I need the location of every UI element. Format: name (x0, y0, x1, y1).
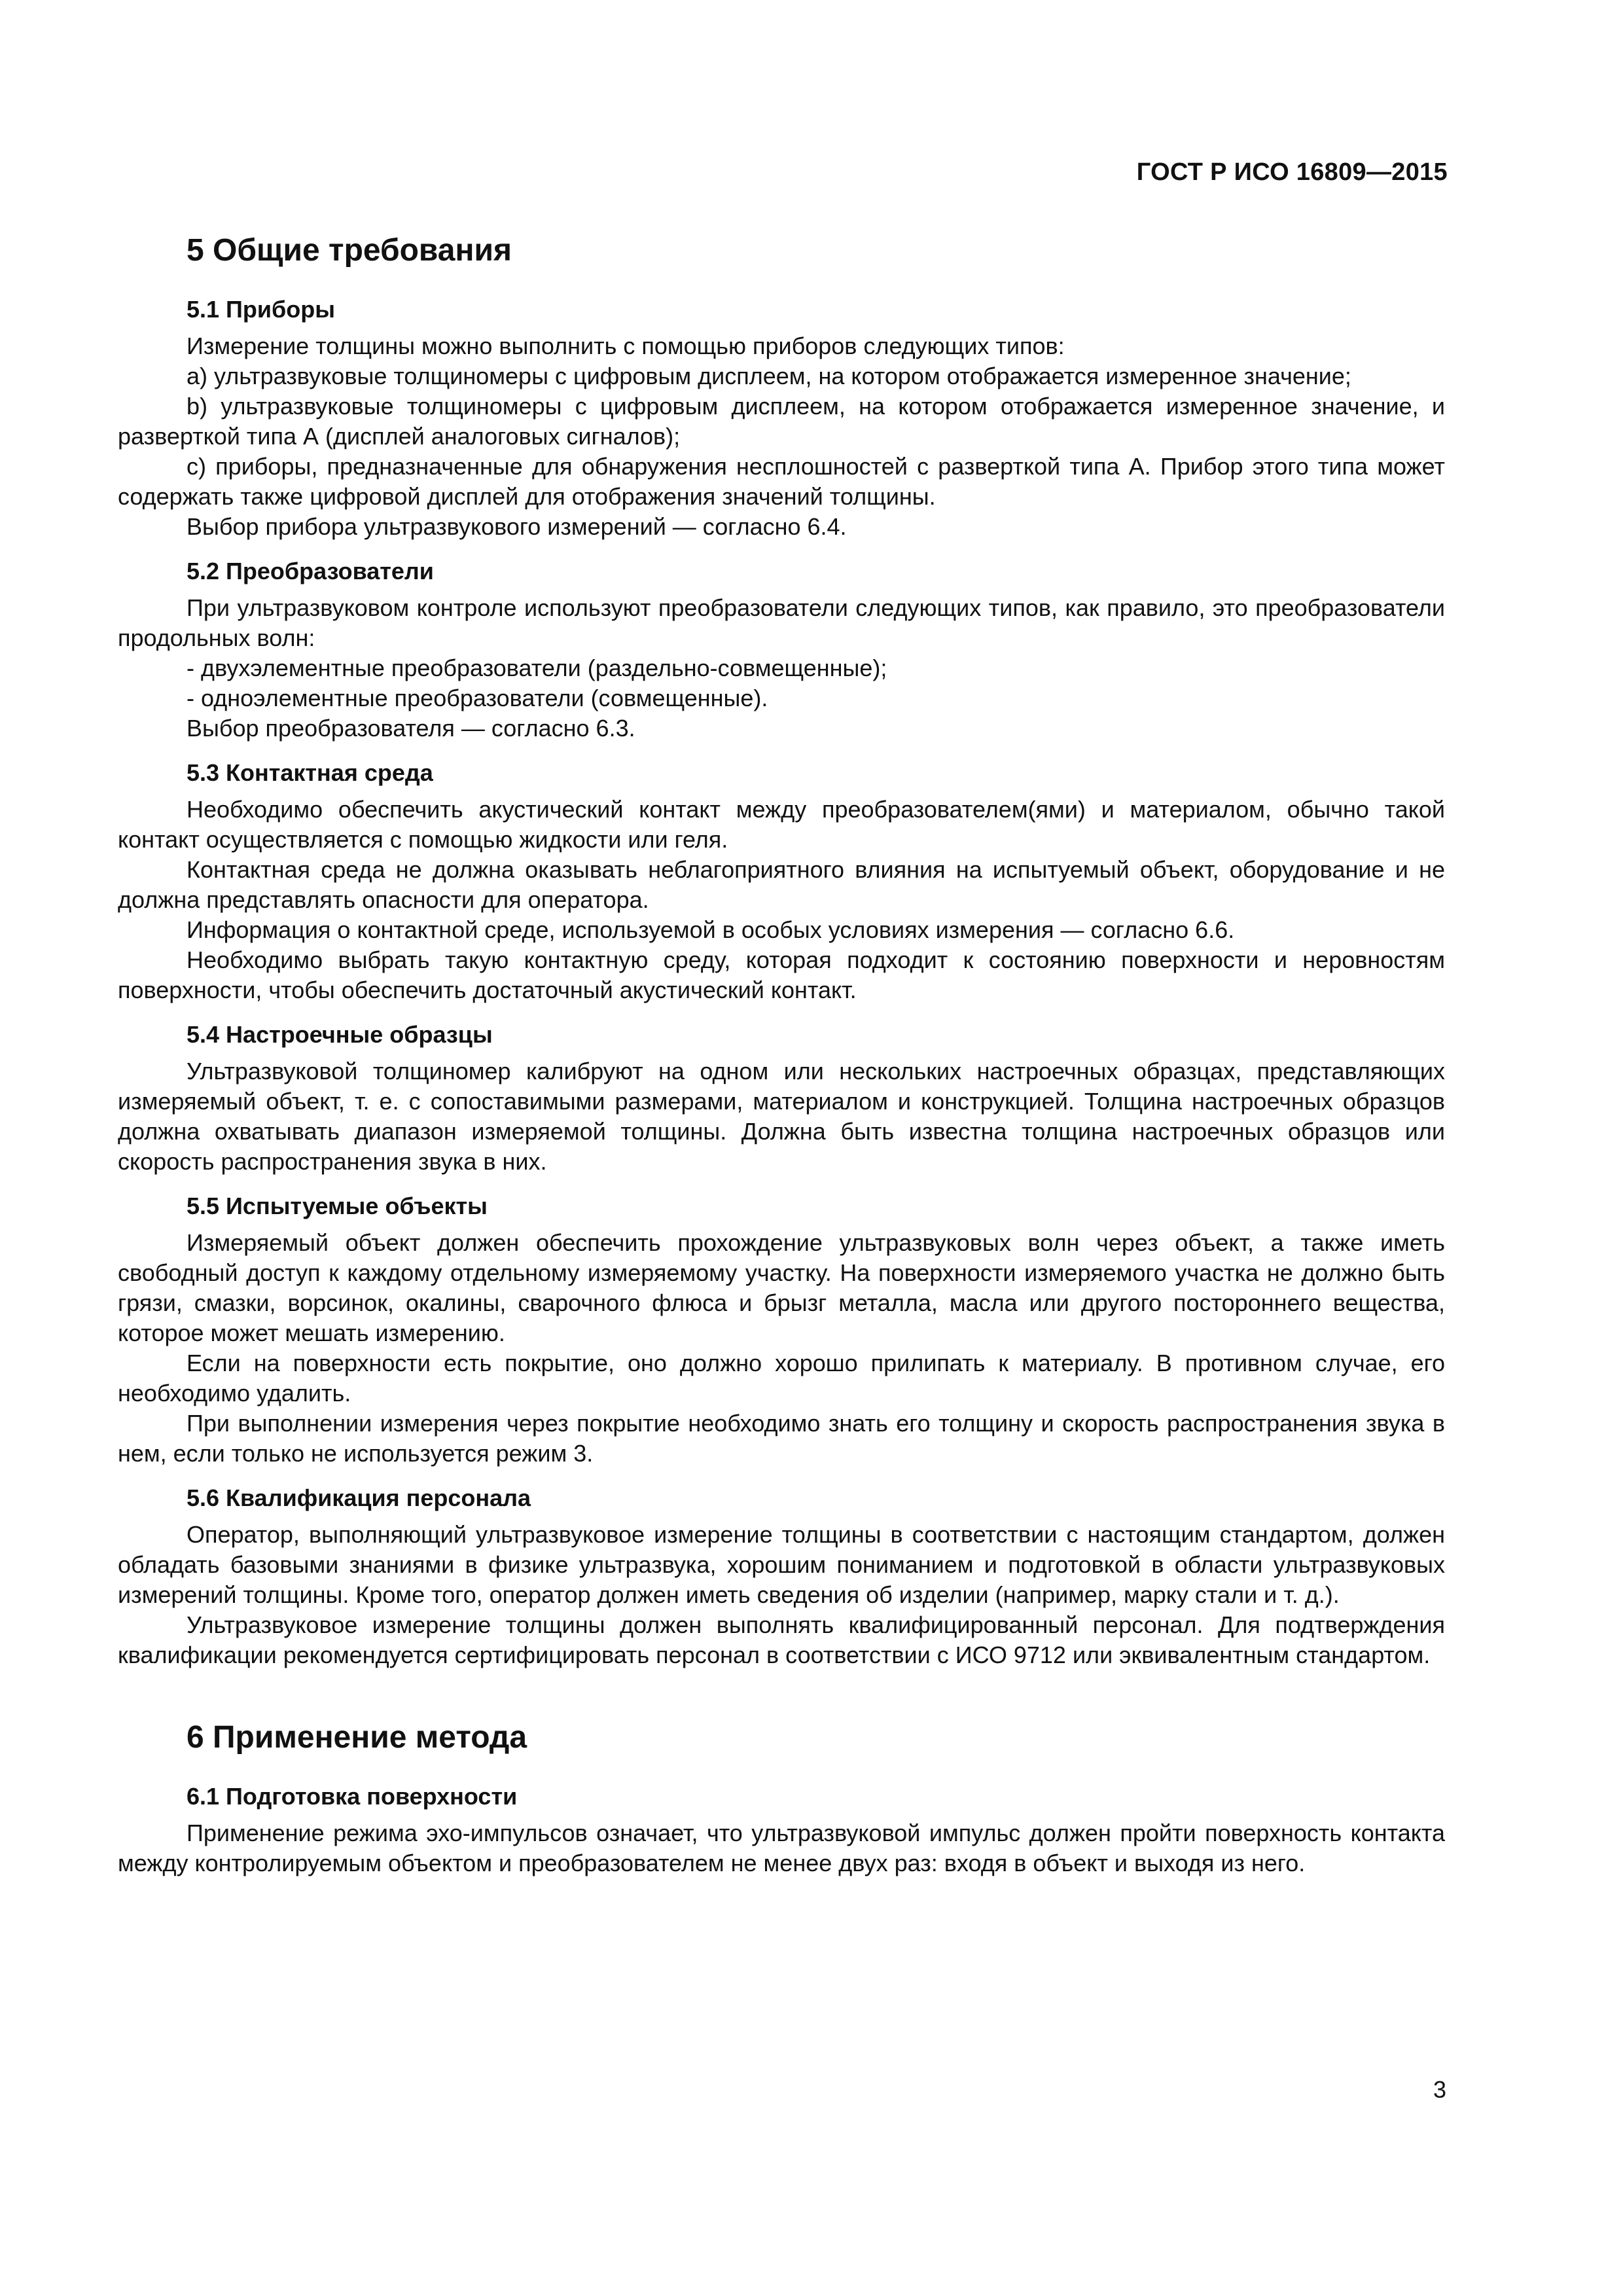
paragraph: с) приборы, предназначенные для обнаружения несплошностей с разверткой типа А. Прибор этого типа может содержать также цифровой дисплей для отображения значений толщины. (118, 453, 1445, 510)
subsection-title: 6.1 Подготовка поверхности (187, 1783, 518, 1810)
subsection-title: 5.2 Преобразователи (187, 558, 434, 584)
paragraph: При выполнении измерения через покрытие необходимо знать его толщину и скорость распространения звука в нем, если только не используется режим 3. (118, 1410, 1445, 1467)
subsection-5-2 (118, 556, 1445, 744)
paragraph: Информация о контактной среде, используемой в особых условиях измерения — согласно 6.6. (187, 916, 1235, 943)
subsection-5-1 (118, 295, 1445, 542)
section-5 (118, 229, 1445, 1670)
paragraph: Ультразвуковое измерение толщины должен выполнять квалифицированный персонал. Для подтверждения квалификации рекомендуется сертифицировать персонал в соответствии с ИСО 9712 или эквивалентным стандартом. (118, 1611, 1445, 1668)
paragraph: Необходимо выбрать такую контактную среду, которая подходит к состоянию поверхности и неровностям поверхности, чтобы обеспечить достаточный акустический контакт. (118, 946, 1445, 1003)
paragraph: Измеряемый объект должен обеспечить прохождение ультразвуковых волн через объект, а также иметь свободный доступ к каждому отдельному измеряемому участку. На поверхности измеряемого участка не должно быть грязи, смазки, ворсинок, окалины, сварочного флюса и брызг металла, масла или другого постороннего вещества, которое может мешать измерению. (118, 1229, 1445, 1346)
paragraph: - одноэлементные преобразователи (совмещенные). (187, 685, 768, 711)
subsection-6-1 (118, 1782, 1445, 1878)
section-6 (118, 1716, 1445, 1878)
document-header: ГОСТ Р ИСО 16809—2015 (1136, 158, 1448, 186)
paragraph: Применение режима эхо-импульсов означает, что ультразвуковой импульс должен пройти поверхность контакта между контролируемым объектом и преобразователем не менее двух раз: входя в объект и выходя из него. (118, 1820, 1445, 1876)
paragraph: Контактная среда не должна оказывать неблагоприятного влияния на испытуемый объект, оборудование и не должна представлять опасности для оператора. (118, 856, 1445, 913)
subsection-5-4 (118, 1020, 1445, 1177)
paragraph: Выбор преобразователя — согласно 6.3. (187, 715, 635, 742)
subsection-5-3 (118, 758, 1445, 1005)
subsection-5-5 (118, 1191, 1445, 1469)
paragraph: Ультразвуковой толщиномер калибруют на одном или нескольких настроечных образцах, представляющих измеряемый объект, т. е. с сопоставимыми размерами, материалом и конструкцией. Толщина настроечных образцов должна охватывать диапазон измеряемой толщины. Должна быть известна толщина настроечных образцов или скорость распространения звука в них. (118, 1058, 1445, 1175)
subsection-title: 5.4 Настроечные образцы (187, 1021, 493, 1048)
paragraph: Если на поверхности есть покрытие, оно должно хорошо прилипать к материалу. В противном случае, его необходимо удалить. (118, 1350, 1445, 1407)
subsection-title: 5.6 Квалификация персонала (187, 1484, 531, 1511)
subsection-title: 5.1 Приборы (187, 296, 336, 323)
paragraph: Измерение толщины можно выполнить с помощью приборов следующих типов: (187, 332, 1065, 359)
paragraph: b) ультразвуковые толщиномеры с цифровым дисплеем, на котором отображается измеренное значение, и разверткой типа А (дисплей аналоговых сигналов); (118, 393, 1445, 450)
paragraph: Необходимо обеспечить акустический контакт между преобразователем(ями) и материалом, обычно такой контакт осуществляется с помощью жидкости или геля. (118, 796, 1445, 853)
subsection-title: 5.5 Испытуемые объекты (187, 1193, 488, 1219)
document-body (118, 229, 1445, 1878)
section-title: 6 Применение метода (187, 1720, 527, 1755)
subsection-5-6 (118, 1483, 1445, 1670)
paragraph: Оператор, выполняющий ультразвуковое измерение толщины в соответствии с настоящим стандартом, должен обладать базовыми знаниями в физике ультразвука, хорошим пониманием и подготовкой в области ультразвуковых измерений толщины. Кроме того, оператор должен иметь сведения об изделии (например, марку стали и т. д.). (118, 1521, 1445, 1608)
paragraph: Выбор прибора ультразвукового измерений — согласно 6.4. (187, 513, 847, 540)
section-title: 5 Общие требования (187, 233, 512, 268)
paragraph: При ультразвуковом контроле используют преобразователи следующих типов, как правило, это преобразователи продольных волн: (118, 594, 1445, 651)
paragraph: - двухэлементные преобразователи (раздельно-совмещенные); (187, 655, 887, 681)
page-number: 3 (1433, 2076, 1446, 2103)
paragraph: а) ультразвуковые толщиномеры с цифровым дисплеем, на котором отображается измеренное значение; (187, 363, 1351, 389)
subsection-title: 5.3 Контактная среда (187, 759, 433, 786)
